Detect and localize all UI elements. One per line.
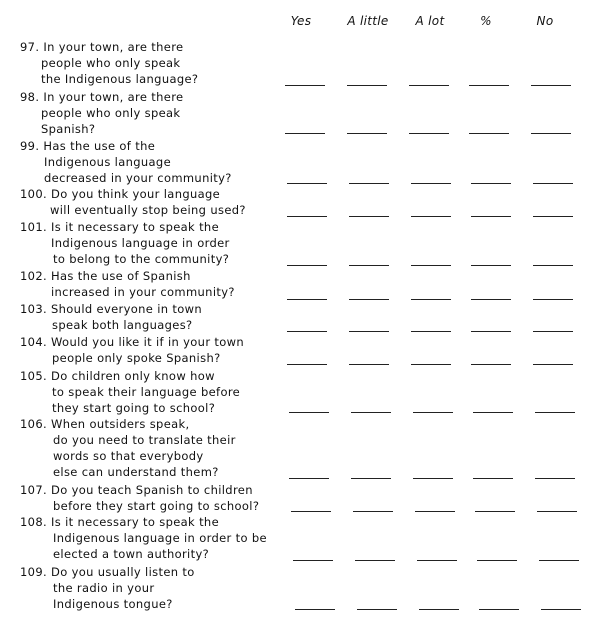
answer-blank-[interactable]: [471, 265, 511, 266]
column-header-3: %: [480, 14, 492, 28]
answer-blank-yes[interactable]: [289, 412, 329, 413]
answer-blank-a-lot[interactable]: [411, 183, 451, 184]
answer-blank-[interactable]: [471, 331, 511, 332]
answer-blank-yes[interactable]: [287, 299, 327, 300]
answer-blank-a-lot[interactable]: [411, 331, 451, 332]
answer-blank-[interactable]: [475, 511, 515, 512]
answer-blank-no[interactable]: [535, 478, 575, 479]
question-102: [20, 268, 235, 300]
answer-blank-no[interactable]: [531, 85, 571, 86]
column-header-1: A little: [347, 14, 389, 28]
question-text-line: 107. Do you teach Spanish to children: [20, 483, 253, 497]
question-text-line: will eventually stop being used?: [50, 203, 246, 217]
answer-blank-[interactable]: [477, 560, 517, 561]
answer-blank-a-lot[interactable]: [409, 133, 449, 134]
answer-blank-yes[interactable]: [289, 478, 329, 479]
answer-blank-a-little[interactable]: [353, 511, 393, 512]
answer-blank-[interactable]: [469, 133, 509, 134]
question-text-line: decreased in your community?: [44, 171, 232, 185]
question-97: [20, 39, 198, 87]
answer-blank-no[interactable]: [533, 216, 573, 217]
answer-blank-a-little[interactable]: [349, 216, 389, 217]
question-104: [20, 334, 244, 366]
question-107: [20, 482, 259, 514]
question-text-line: Indigenous language in order to be: [53, 531, 267, 545]
question-text-line: 98. In your town, are there: [20, 90, 184, 104]
answer-blank-no[interactable]: [533, 364, 573, 365]
answer-blank-yes[interactable]: [295, 609, 335, 610]
answer-blank-no[interactable]: [535, 412, 575, 413]
answer-blank-a-little[interactable]: [349, 364, 389, 365]
question-101: [20, 219, 230, 267]
question-text-line: words so that everybody: [53, 449, 204, 463]
answer-blank-[interactable]: [473, 478, 513, 479]
question-text-line: Indigenous language in order: [51, 236, 230, 250]
answer-blank-no[interactable]: [541, 609, 581, 610]
question-98: [20, 89, 183, 137]
answer-blank-a-lot[interactable]: [409, 85, 449, 86]
answer-blank-[interactable]: [471, 299, 511, 300]
answer-blank-yes[interactable]: [287, 364, 327, 365]
answer-blank-a-little[interactable]: [349, 299, 389, 300]
answer-blank-yes[interactable]: [287, 265, 327, 266]
question-100: [20, 186, 246, 218]
answer-blank-a-lot[interactable]: [413, 412, 453, 413]
answer-blank-no[interactable]: [533, 183, 573, 184]
answer-blank-no[interactable]: [533, 299, 573, 300]
answer-blank-a-lot[interactable]: [417, 560, 457, 561]
question-108: [20, 514, 267, 562]
answer-blank-[interactable]: [471, 216, 511, 217]
column-header-4: No: [536, 14, 554, 28]
question-text-line: Indigenous tongue?: [53, 597, 173, 611]
answer-blank-yes[interactable]: [293, 560, 333, 561]
question-99: [20, 138, 232, 186]
question-text-line: 100. Do you think your language: [20, 187, 221, 201]
answer-blank-a-little[interactable]: [351, 478, 391, 479]
answer-blank-a-little[interactable]: [349, 183, 389, 184]
answer-blank-[interactable]: [479, 609, 519, 610]
answer-blank-yes[interactable]: [291, 511, 331, 512]
answer-blank-yes[interactable]: [287, 216, 327, 217]
question-text-line: 109. Do you usually listen to: [20, 565, 195, 579]
answer-blank-a-lot[interactable]: [415, 511, 455, 512]
question-text-line: people who only speak: [41, 56, 181, 70]
question-text-line: do you need to translate their: [53, 433, 236, 447]
answer-blank-a-little[interactable]: [349, 265, 389, 266]
answer-blank-yes[interactable]: [287, 331, 327, 332]
question-text-line: people only spoke Spanish?: [52, 351, 221, 365]
question-text-line: elected a town authority?: [53, 547, 210, 561]
question-text-line: 99. Has the use of the: [20, 139, 156, 153]
answer-blank-a-little[interactable]: [351, 412, 391, 413]
answer-blank-a-little[interactable]: [355, 560, 395, 561]
answer-blank-a-little[interactable]: [347, 133, 387, 134]
question-text-line: 103. Should everyone in town: [20, 302, 203, 316]
column-header-2: A lot: [415, 14, 445, 28]
answer-blank-no[interactable]: [531, 133, 571, 134]
question-text-line: 101. Is it necessary to speak the: [20, 220, 219, 234]
answer-blank-a-little[interactable]: [349, 331, 389, 332]
answer-blank-a-lot[interactable]: [411, 265, 451, 266]
answer-blank-a-lot[interactable]: [419, 609, 459, 610]
answer-blank-a-lot[interactable]: [411, 364, 451, 365]
answer-blank-yes[interactable]: [285, 133, 325, 134]
answer-blank-no[interactable]: [539, 560, 579, 561]
question-text-line: else can understand them?: [53, 465, 219, 479]
question-text-line: 102. Has the use of Spanish: [20, 269, 191, 283]
answer-blank-a-little[interactable]: [347, 85, 387, 86]
answer-blank-a-lot[interactable]: [413, 478, 453, 479]
answer-blank-no[interactable]: [533, 265, 573, 266]
answer-blank-a-little[interactable]: [357, 609, 397, 610]
question-text-line: to belong to the community?: [53, 252, 230, 266]
answer-blank-a-lot[interactable]: [411, 216, 451, 217]
answer-blank-no[interactable]: [533, 331, 573, 332]
answer-blank-yes[interactable]: [285, 85, 325, 86]
question-text-line: 97. In your town, are there: [20, 40, 184, 54]
question-text-line: 106. When outsiders speak,: [20, 417, 190, 431]
question-text-line: speak both languages?: [52, 318, 193, 332]
question-text-line: to speak their language before: [52, 385, 241, 399]
question-text-line: before they start going to school?: [53, 499, 260, 513]
answer-blank-a-lot[interactable]: [411, 299, 451, 300]
question-103: [20, 301, 202, 333]
question-text-line: 105. Do children only know how: [20, 369, 215, 383]
question-text-line: increased in your community?: [51, 285, 235, 299]
answer-blank-[interactable]: [471, 364, 511, 365]
answer-blank-[interactable]: [469, 85, 509, 86]
answer-blank-yes[interactable]: [287, 183, 327, 184]
question-text-line: 108. Is it necessary to speak the: [20, 515, 219, 529]
question-105: [20, 368, 240, 416]
question-text-line: they start going to school?: [52, 401, 216, 415]
column-header-0: Yes: [290, 14, 312, 28]
answer-blank-[interactable]: [471, 183, 511, 184]
question-text-line: the radio in your: [53, 581, 155, 595]
question-text-line: 104. Would you like it if in your town: [20, 335, 245, 349]
answer-blank-[interactable]: [473, 412, 513, 413]
question-106: [20, 416, 236, 480]
question-text-line: Spanish?: [41, 122, 96, 136]
question-109: [20, 564, 195, 612]
question-text-line: people who only speak: [41, 106, 181, 120]
question-text-line: the Indigenous language?: [41, 72, 199, 86]
question-text-line: Indigenous language: [44, 155, 172, 169]
answer-blank-no[interactable]: [537, 511, 577, 512]
